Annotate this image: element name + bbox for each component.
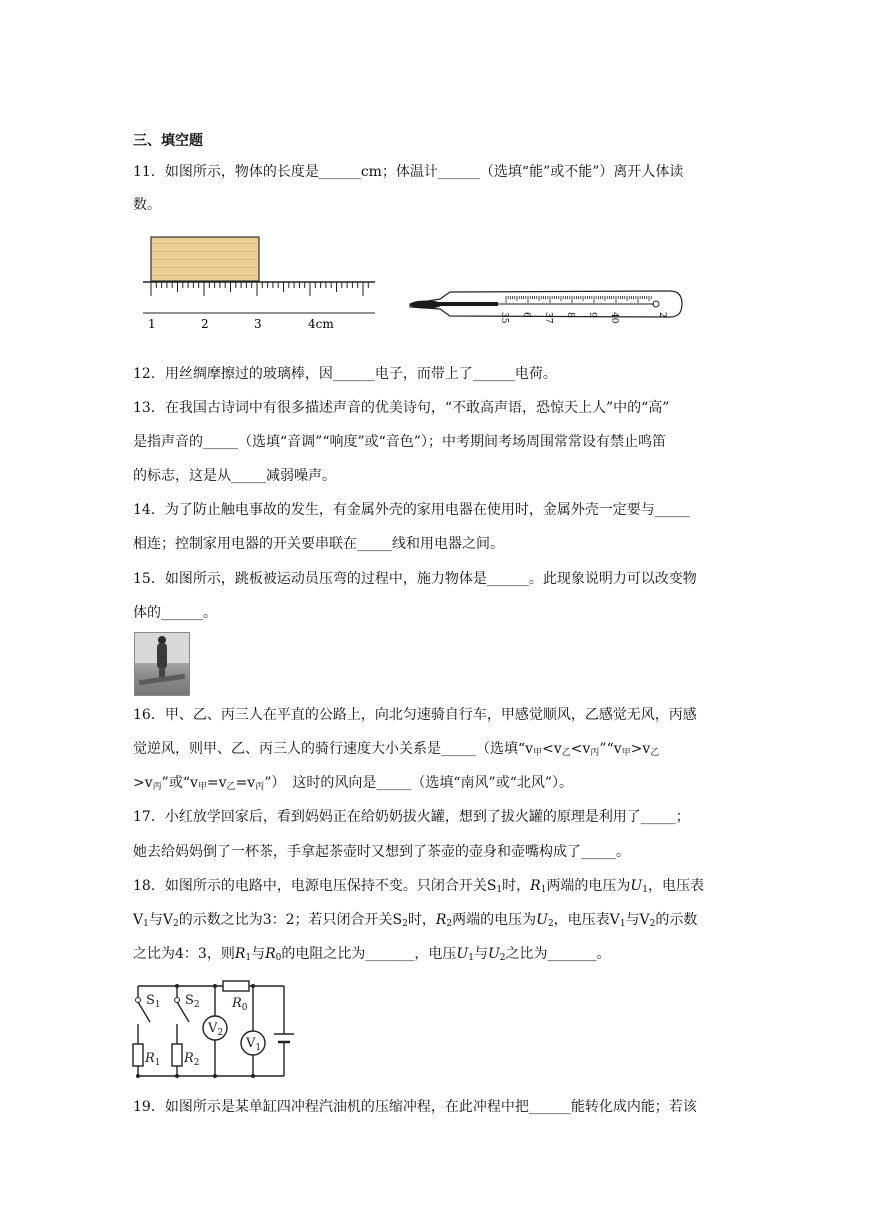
q15-line1: 15．如图所示，跳板被运动员压弯的过程中，施力物体是______。此现象说明力可以改变物 — [133, 571, 697, 587]
circuit-diagram — [128, 976, 300, 1084]
q18-line3: 之比为4：3，则$R_1$与$R_0$的电阻之比为_______，电压$U_1$与$U_2$之比为_______。 — [133, 946, 611, 963]
thermo-label-9: 9 — [587, 312, 597, 318]
thermo-label-8: 8 — [565, 312, 575, 318]
thermometer-figure — [406, 287, 686, 333]
svg-text:S1: $S_1$ — [146, 993, 161, 1010]
section-title: 三、填空题 — [133, 133, 203, 149]
q14-line1: 14．为了防止触电事故的发生，有金属外壳的家用电器在使用时，金属外壳一定要与_____ — [133, 502, 690, 518]
ruler-figure — [143, 233, 375, 333]
svg-text:R2: $R_2$ — [184, 1051, 200, 1068]
q13-line2: 是指声音的_____（选填“音调”“响度”或“音色”）；中考期间考场周围常常设有禁止鸣笛 — [133, 434, 666, 450]
diver-photo — [134, 632, 190, 696]
svg-text:S2: $S_2$ — [185, 993, 200, 1010]
svg-text:R0: $R_0$ — [232, 996, 248, 1013]
q18-line2: $V_1$与$V_2$的示数之比为3：2；若只闭合开关$S_2$时，$R_2$两端的电压为$U_2$，电压表$V_1$与$V_2$的示数 — [133, 912, 698, 929]
thermo-label-35: 35 — [499, 312, 509, 324]
q16-line1: 16．甲、乙、丙三人在平直的公路上，向北匀速骑自行车，甲感觉顺风，乙感觉无风，丙感 — [133, 707, 697, 723]
thermo-label-37: 37 — [543, 312, 553, 324]
mercury-column — [436, 302, 498, 306]
q18-line1: 18．如图所示的电路中，电源电压保持不变。只闭合开关$S_1$时，$R_1$两端的电压为$U_1$，电压表 — [133, 878, 704, 895]
q11-line2: 数。 — [133, 197, 161, 213]
q19-line1: 19．如图所示是某单缸四冲程汽油机的压缩冲程，在此冲程中把______能转化成内能；若该 — [133, 1099, 697, 1115]
label-v1: V — [246, 1036, 256, 1051]
label-s2: S — [185, 993, 194, 1008]
q11-line1: 11．如图所示，物体的长度是______cm；体温计______（选填“能”或不能”）离开人体读 — [133, 164, 684, 180]
label-r1: R — [145, 1051, 155, 1066]
resistor-r0 — [223, 981, 249, 991]
q14-line2: 相连；控制家用电器的开关要串联在_____线和用电器之间。 — [133, 536, 504, 552]
q17-line1: 17．小红放学回家后，看到妈妈正在给奶奶拔火罐，想到了拔火罐的原理是利用了_____； — [133, 809, 690, 825]
svg-text:V1: $V_1$ — [246, 1036, 262, 1053]
ruler-label-1: 1 — [148, 317, 156, 331]
svg-text:V2: $V_2$ — [208, 1021, 224, 1038]
resistor-r2 — [172, 1044, 182, 1066]
ruler-label-3: 3 — [254, 317, 262, 331]
thermo-label-6: 6 — [521, 312, 531, 318]
q12-line1: 12．用丝绸摩擦过的玻璃棒，因______电子，而带上了______电荷。 — [133, 366, 557, 382]
ruler-label-2: 2 — [201, 317, 209, 331]
label-r2: R — [184, 1051, 194, 1066]
thermo-label-2: 2 — [657, 312, 667, 318]
resistor-r1 — [133, 1044, 143, 1066]
svg-text:R1: $R_1$ — [145, 1051, 161, 1068]
q15-line2: 体的______。 — [133, 605, 217, 621]
thermo-label-40: 40 — [609, 312, 619, 324]
q16-line2: 觉逆风，则甲、乙、丙三人的骑行速度大小关系是_____（选填“$v_甲<v_乙<v_丙”“v_甲>v_乙$ — [133, 741, 660, 758]
label-s1: S — [146, 993, 155, 1008]
q13-line1: 13．在我国古诗词中有很多描述声音的优美诗句，“不敢高声语，恐惊天上人”中的“高” — [133, 400, 670, 416]
ruler-label-4cm: 4cm — [308, 317, 334, 331]
wooden-block — [151, 237, 259, 281]
label-v2: V — [208, 1021, 218, 1036]
q17-line2: 她去给妈妈倒了一杯茶，手拿起茶壶时又想到了茶壶的壶身和壶嘴构成了_____。 — [133, 844, 630, 860]
q13-line3: 的标志，这是从_____减弱噪声。 — [133, 468, 336, 484]
q16-line3: $>v_丙$”或“$v_甲=v_乙=v_丙$”） 这时的风向是_____（选填“南风”或“北风”）。 — [133, 775, 574, 792]
label-r0: R — [232, 996, 242, 1011]
